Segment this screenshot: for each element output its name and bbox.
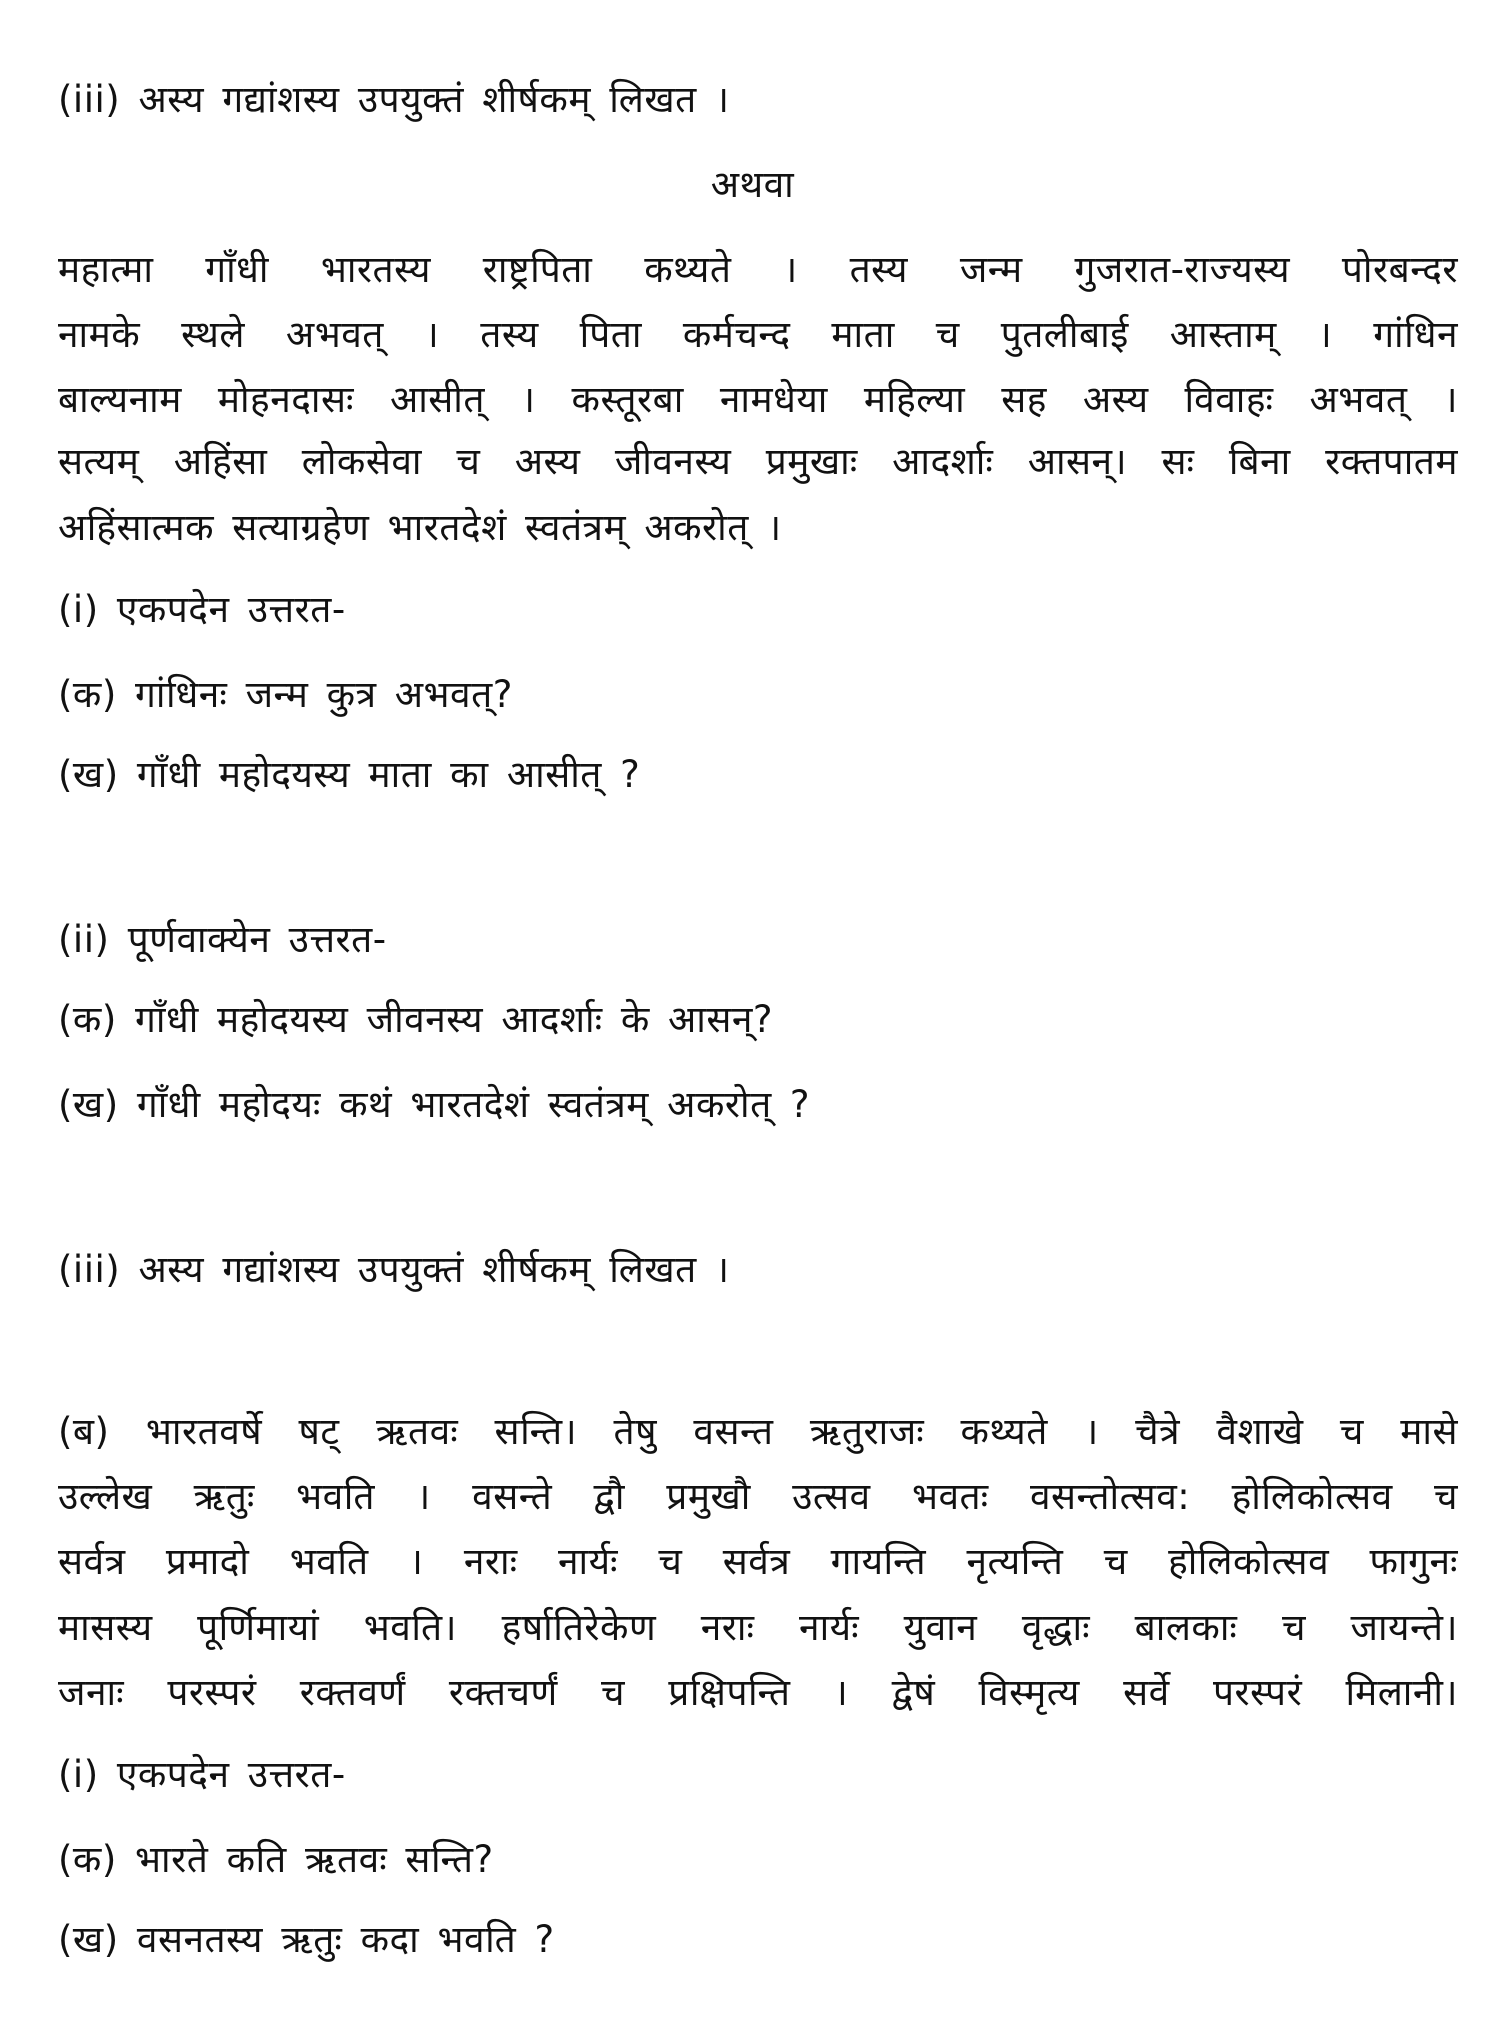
passage-line: जनाः परस्परं रक्तवर्णं रक्तचर्णं च प्रक्षिपन्ति । द्वेषं विस्मृत्य सर्वे परस्परं मिलानी।: [58, 1671, 1458, 1714]
passage-line: (ब) भारतवर्षे षट् ऋतवः सन्ति। तेषु वसन्त ऋतुराजः कथ्यते । चैत्रे वैशाखे च मासे: [58, 1410, 1458, 1453]
question-item: (क) गांधिनः जन्म कुत्र अभवत्?: [58, 673, 513, 716]
question-item: (क) गाँधी महोदयस्य जीवनस्य आदर्शाः के आसन्?: [58, 998, 774, 1041]
question-heading-one-word: (i) एकपदेन उत्तरत-: [58, 588, 346, 631]
question-heading-full-sentence: (ii) पूर्णवाक्येन उत्तरत-: [58, 918, 387, 961]
question-title-prompt: (iii) अस्य गद्यांशस्य उपयुक्तं शीर्षकम् लिखत ।: [58, 78, 730, 121]
passage-line: महात्मा गाँधी भारतस्य राष्ट्रपिता कथ्यते । तस्य जन्म गुजरात-राज्यस्य पोरबन्दर: [58, 248, 1458, 291]
question-item: (ख) गाँधी महोदयस्य माता का आसीत् ?: [58, 753, 641, 796]
passage-line: उल्लेख ऋतुः भवति । वसन्ते द्वौ प्रमुखौ उत्सव भवतः वसन्तोत्सव: होलिकोत्सव च: [58, 1475, 1458, 1518]
question-item: (ख) गाँधी महोदयः कथं भारतदेशं स्वतंत्रम् अकरोत् ?: [58, 1083, 811, 1126]
passage-line: अहिंसात्मक सत्याग्रहेण भारतदेशं स्वतंत्रम् अकरोत् ।: [58, 506, 782, 549]
passage-line: बाल्यनाम मोहनदासः आसीत् । कस्तूरबा नामधेया महिल्या सह अस्य विवाहः अभवत् ।: [58, 378, 1458, 421]
question-item: (क) भारते कति ऋतवः सन्ति?: [58, 1838, 494, 1881]
question-item: (ख) वसनतस्य ऋतुः कदा भवति ?: [58, 1918, 555, 1961]
passage-line: मासस्य पूर्णिमायां भवति। हर्षातिरेकेण नराः नार्यः युवान वृद्धाः बालकाः च जायन्ते।: [58, 1606, 1458, 1649]
passage-line: सर्वत्र प्रमादो भवति । नराः नार्यः च सर्वत्र गायन्ति नृत्यन्ति च होलिकोत्सव फागुनः: [58, 1540, 1458, 1583]
question-title-prompt: (iii) अस्य गद्यांशस्य उपयुक्तं शीर्षकम् लिखत ।: [58, 1248, 730, 1291]
question-heading-one-word: (i) एकपदेन उत्तरत-: [58, 1753, 346, 1796]
or-separator: अथवा: [710, 163, 795, 206]
passage-line: नामके स्थले अभवत् । तस्य पिता कर्मचन्द माता च पुतलीबाई आस्ताम् । गांधिन: [58, 313, 1458, 356]
passage-line: सत्यम् अहिंसा लोकसेवा च अस्य जीवनस्य प्रमुखाः आदर्शाः आसन्। सः बिना रक्तपातम: [58, 440, 1458, 483]
